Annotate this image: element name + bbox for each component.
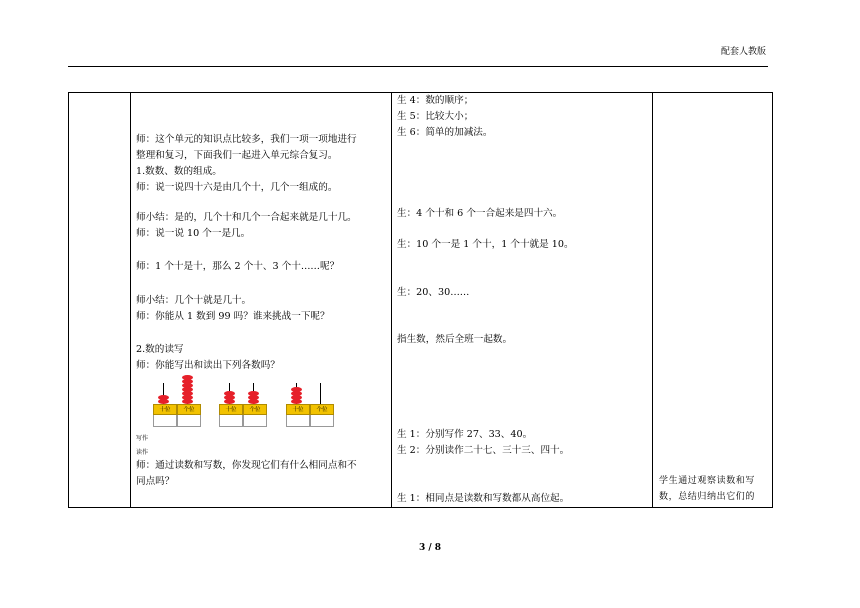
student-line: 生：20、30……: [397, 287, 470, 298]
tens-label: 十位: [153, 404, 177, 415]
write-boxes: [153, 415, 201, 427]
teacher-line: 师：你能写出和读出下列各数吗？: [136, 360, 280, 371]
edition-header: 配套人教版: [720, 47, 766, 57]
tens-label: 十位: [219, 404, 243, 415]
abacus-bead: [158, 395, 169, 400]
intent-line: 学生通过观察读数和写: [659, 476, 756, 486]
tens-label: 十位: [286, 404, 310, 415]
student-line: 生：4 个十和 6 个一合起来是四十六。: [397, 208, 563, 219]
teacher-line: 师：通过读数和写数，你发现它们有什么相同点和不: [136, 460, 357, 471]
student-line: 生 6：简单的加减法。: [397, 127, 493, 138]
teacher-summary: 师小结：是的，几个十和几个一合起来就是几十几。: [136, 212, 357, 223]
abacus-bead: [291, 387, 302, 392]
ones-label: 个位: [310, 404, 334, 415]
abacus: [153, 383, 201, 429]
abacus: [286, 383, 334, 429]
teacher-line: 师：1 个十是十，那么 2 个十、3 个十……呢？: [136, 261, 340, 272]
student-line: 生 1：分别写作 27、33、40。: [397, 429, 533, 440]
section-heading: 1.数数、数的组成。: [136, 166, 222, 177]
ones-label: 个位: [243, 404, 267, 415]
write-boxes: [219, 415, 267, 427]
place-value-header: [286, 404, 334, 415]
abacus-bead: [182, 375, 193, 380]
lesson-table: [68, 92, 773, 508]
stage-cell: [69, 93, 131, 508]
teacher-summary: 师小结：几个十就是几十。: [136, 295, 252, 306]
design-intent-cell: [653, 93, 773, 508]
place-value-header: [153, 404, 201, 415]
student-line: 生 2：分别读作二十七、三十三、四十。: [397, 445, 570, 456]
place-value-header: [219, 404, 267, 415]
abacus-rod: [320, 383, 321, 404]
student-line: 生：10 个一是 1 个十，1 个十就是 10。: [397, 239, 574, 250]
abacus-bead: [248, 391, 259, 396]
teacher-activity-cell: [131, 93, 392, 508]
teacher-line: 师：你能从 1 数到 99 吗？谁来挑战一下呢？: [136, 311, 330, 322]
abacus-figure: [131, 383, 392, 458]
read-label: 读作: [136, 449, 149, 456]
student-line: 指生数，然后全班一起数。: [397, 334, 513, 345]
teacher-line: 师：说一说四十六是由几个十，几个一组成的。: [136, 182, 338, 193]
section-heading: 2.数的读写: [136, 344, 184, 355]
student-line: 生 4：数的顺序；: [397, 95, 474, 106]
write-boxes: [286, 415, 334, 427]
header-rule: [68, 66, 768, 67]
write-label: 写作: [136, 435, 149, 442]
student-line: 生 1：相同点是读数和写数都从高位起。: [397, 493, 570, 504]
abacus: [219, 383, 267, 429]
teacher-line: 师：这个单元的知识点比较多，我们一项一项地进行: [136, 134, 357, 145]
teacher-line: 师：说一说 10 个一是几。: [136, 228, 251, 239]
student-line: 生 5：比较大小；: [397, 111, 474, 122]
abacus-bead: [224, 391, 235, 396]
teacher-line: 同点吗？: [136, 476, 175, 487]
intent-line: 数，总结归纳出它们的: [659, 492, 756, 502]
teacher-line: 整理和复习，下面我们一起进入单元综合复习。: [136, 150, 338, 161]
ones-label: 个位: [177, 404, 201, 415]
page-number: 3 / 8: [418, 543, 442, 553]
student-activity-cell: [392, 93, 653, 508]
